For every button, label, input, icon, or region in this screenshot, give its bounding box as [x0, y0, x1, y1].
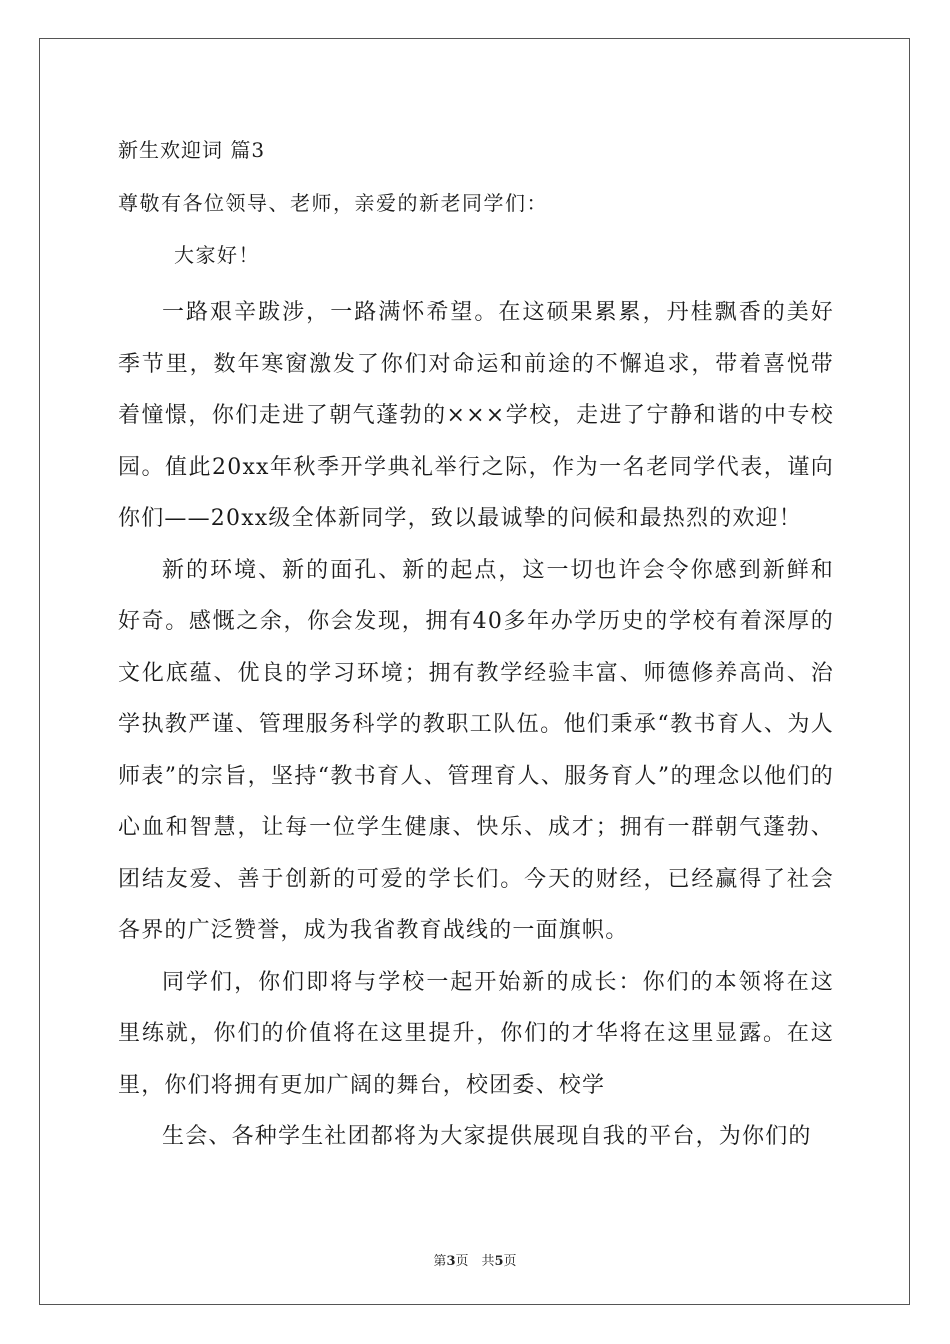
salutation: 尊敬有各位领导、老师，亲爱的新老同学们： [118, 191, 548, 215]
document-title: 新生欢迎词 篇3 [118, 138, 266, 162]
footer-page-mid: 页 共 [455, 1254, 495, 1269]
footer-current-page: 3 [446, 1254, 456, 1269]
paragraph-2: 新的环境、新的面孔、新的起点，这一切也许会令你感到新鲜和好奇。感慨之余，你会发现，拥有40多年办学历史的学校有着深厚的文化底蕴、优良的学习环境；拥有教学经验丰富、师德修养高尚、治学执教严谨、管理服务科学的教职工队伍。他们秉承“教书育人、为人师表”的宗旨，坚持“教书育人、管理育人、服务育人”的理念以他们的心血和智慧，让每一位学生健康、快乐、成才；拥有一群朝气蓬勃、团结友爱、善于创新的可爱的学长们。今天的财经，已经赢得了社会各界的广泛赞誉，成为我省教育战线的一面旗帜。 [118, 557, 834, 943]
document-body [118, 130, 834, 1163]
paragraph-1: 一路艰辛跋涉，一路满怀希望。在这硕果累累，丹桂飘香的美好季节里，数年寒窗激发了你们对命运和前途的不懈追求，带着喜悦带着憧憬，你们走进了朝气蓬勃的×××学校，走进了宁静和谐的中专校园。值此20xx年秋季开学典礼举行之际，作为一名老同学代表，谨向你们——20xx级全体新同学，致以最诚挚的问候和最热烈的欢迎！ [118, 300, 834, 531]
footer-page-prefix: 第 [433, 1254, 447, 1269]
greeting: 大家好！ [174, 243, 260, 267]
footer-page-suffix: 页 [503, 1254, 517, 1269]
footer-total-pages: 5 [494, 1254, 504, 1269]
paragraph-4: 生会、各种学生社团都将为大家提供展现自我的平台，为你们的 [162, 1124, 812, 1149]
paragraph-3: 同学们，你们即将与学校一起开始新的成长：你们的本领将在这里练就，你们的价值将在这里提升，你们的才华将在这里显露。在这里，你们将拥有更加广阔的舞台，校团委、校学 [118, 969, 834, 1098]
page-footer [0, 1250, 950, 1269]
